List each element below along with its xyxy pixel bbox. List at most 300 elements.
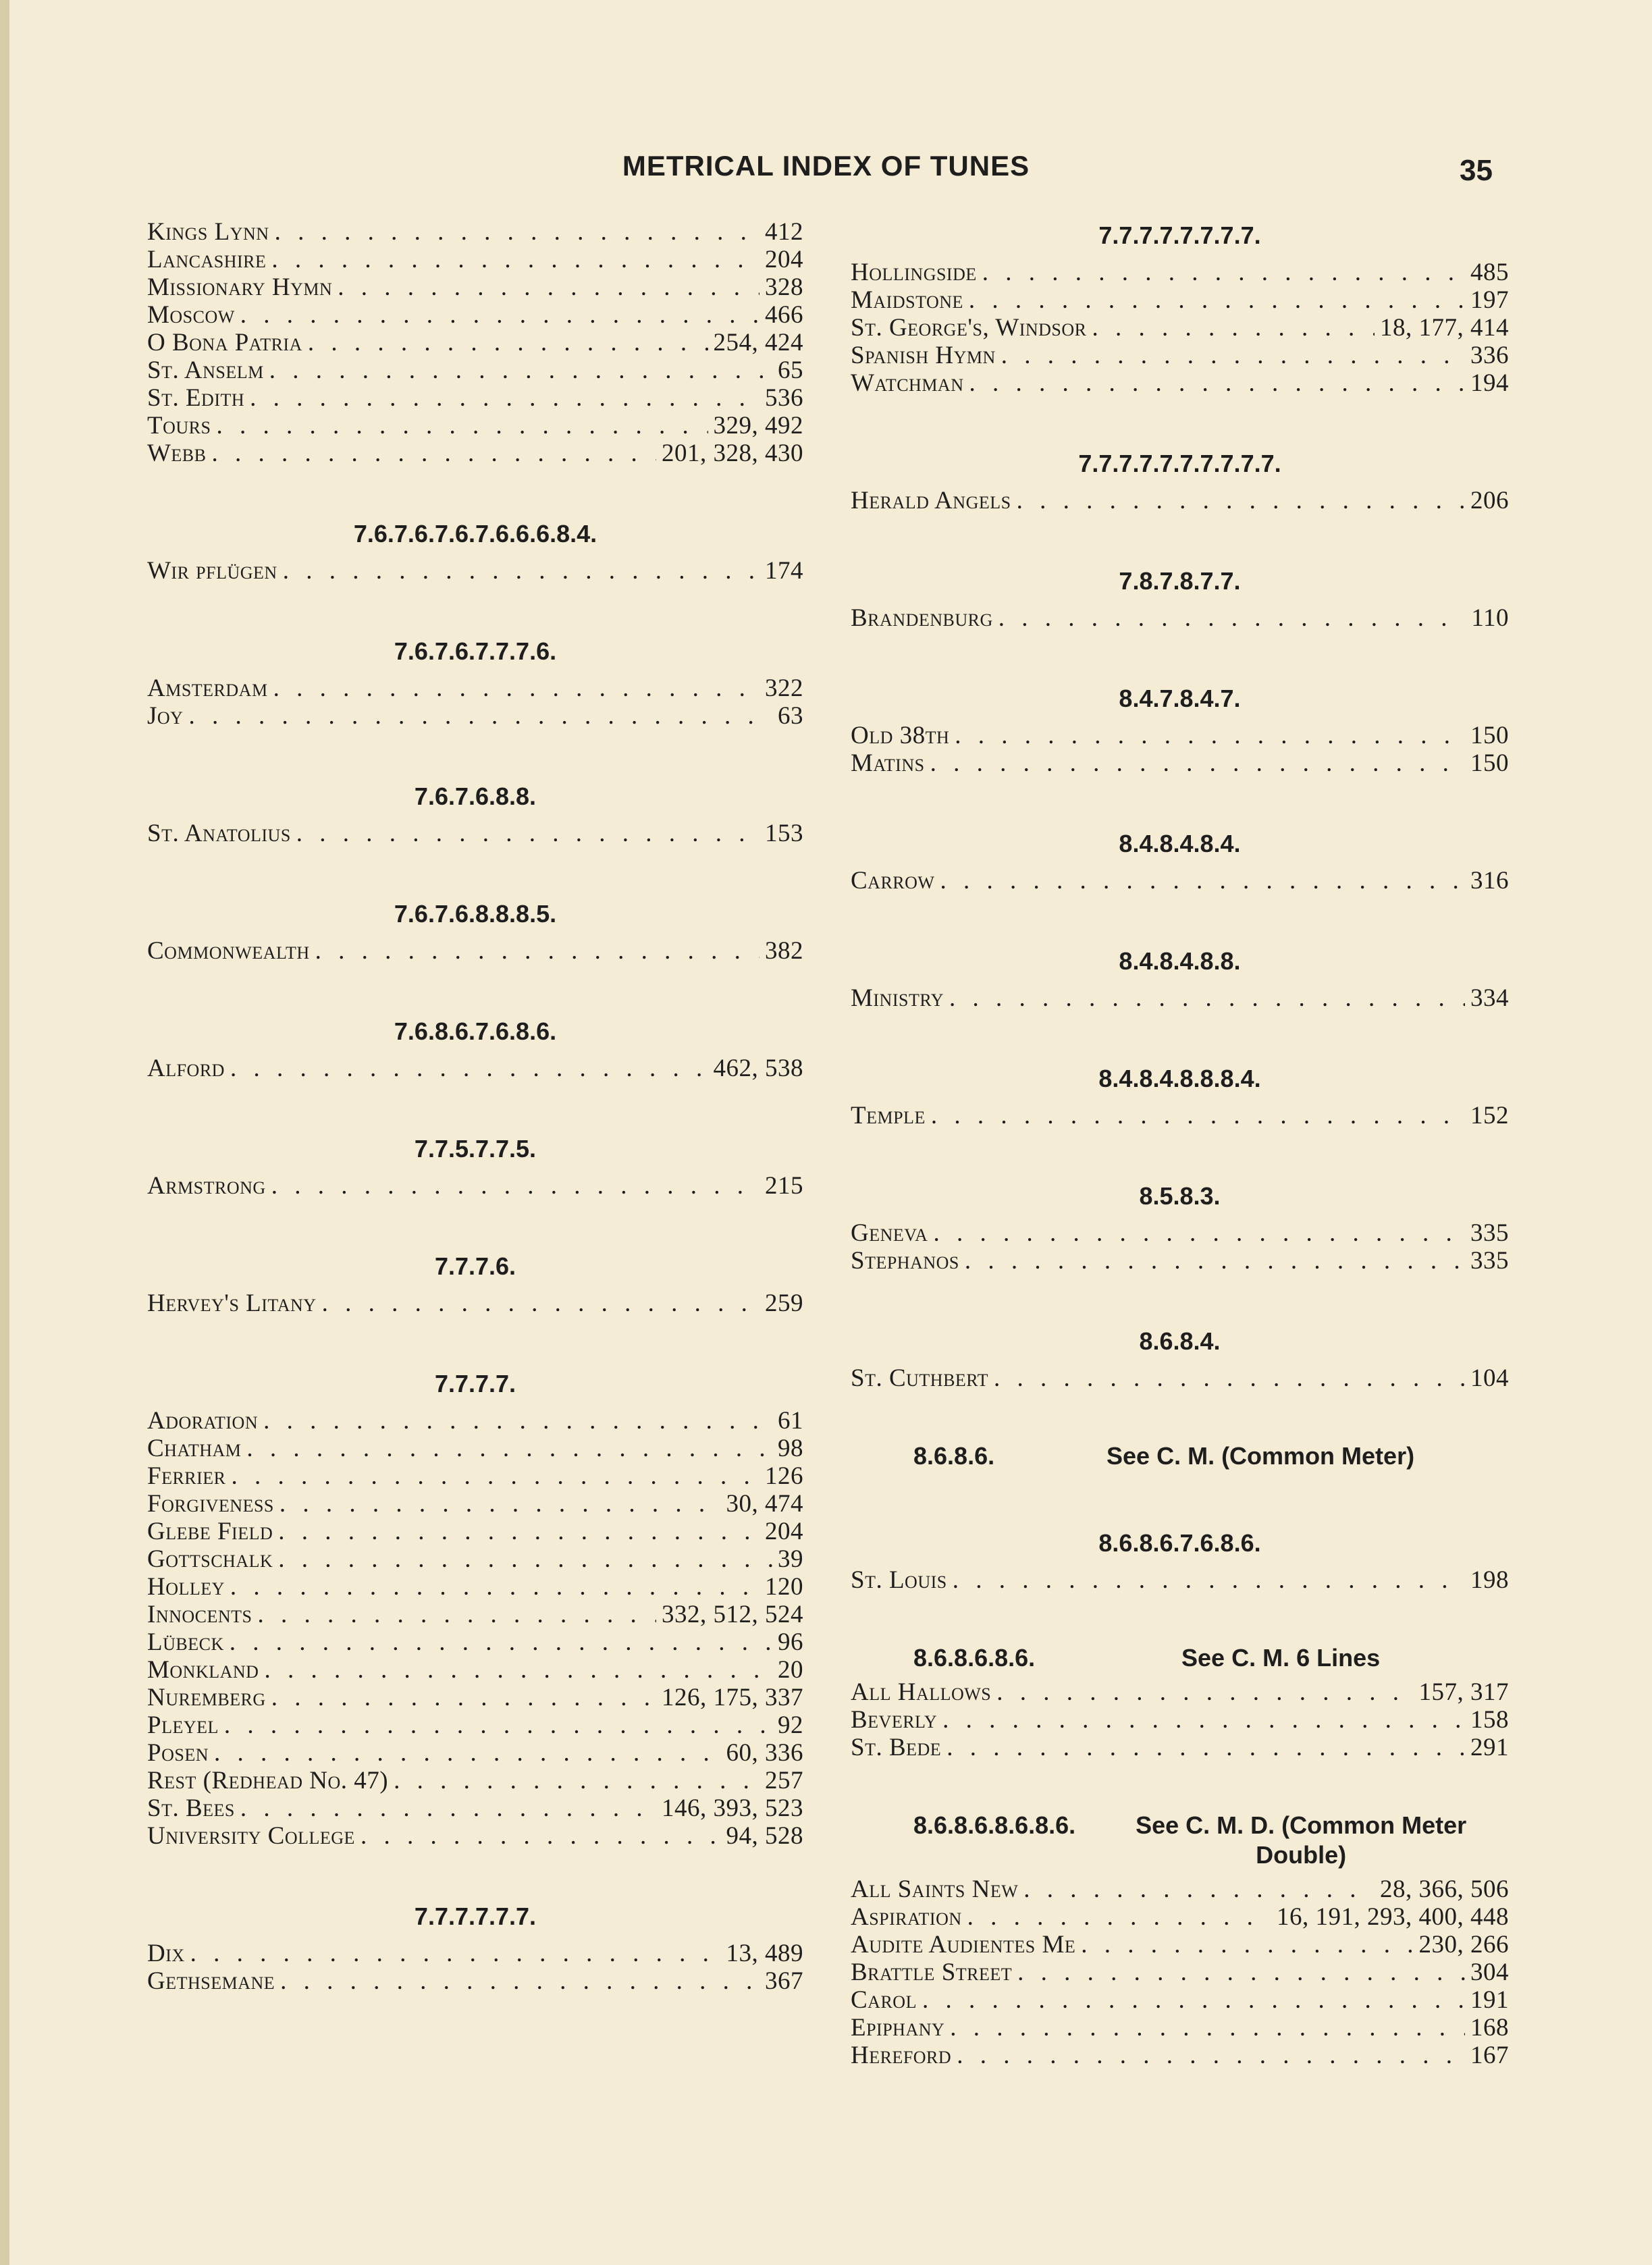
- hymn-numbers: 322: [765, 674, 803, 702]
- tune-name: Audite Audientes Me: [851, 1931, 1076, 1958]
- dot-leader: [1023, 1875, 1375, 1903]
- dot-leader: [250, 384, 760, 412]
- meter-heading: 7.8.7.8.7.7.: [1119, 567, 1241, 595]
- tune-entry: [147, 1545, 803, 1573]
- dot-leader: [315, 937, 760, 965]
- meter-heading: [851, 1811, 1509, 1875]
- tune-name: Matins: [851, 749, 925, 777]
- dot-leader: [264, 1656, 772, 1684]
- meter-heading: 8.6.8.6.7.6.8.6.: [1098, 1529, 1261, 1557]
- tune-entry: [147, 1435, 803, 1462]
- tune-entry: [147, 1289, 803, 1317]
- hymn-numbers: 304: [1470, 1958, 1509, 1986]
- tune-entry: [147, 702, 803, 730]
- tune-entry: [851, 1102, 1509, 1129]
- tune-name: Hereford: [851, 2042, 952, 2069]
- tune-entry: [147, 1739, 803, 1767]
- tune-entry: [147, 1656, 803, 1684]
- tune-name: Maidstone: [851, 286, 963, 314]
- tune-name: Brattle Street: [851, 1958, 1013, 1986]
- dot-leader: [982, 259, 1465, 286]
- meter-section: [147, 1899, 803, 1995]
- hymn-numbers: 204: [765, 1518, 803, 1545]
- tune-entry: [147, 1490, 803, 1518]
- meter-heading: 8.4.8.4.8.4.: [1119, 830, 1241, 857]
- tune-entry: [851, 984, 1509, 1012]
- tune-entry: [147, 1967, 803, 1995]
- tune-entry: [851, 1734, 1509, 1761]
- tune-name: Hervey's Litany: [147, 1289, 317, 1317]
- tune-entry: [851, 1706, 1509, 1734]
- tune-name: St. George's, Windsor: [851, 314, 1087, 342]
- meter-section: [851, 1061, 1509, 1129]
- tune-name: Stephanos: [851, 1247, 959, 1275]
- hymn-numbers: 316: [1470, 867, 1509, 895]
- tune-name: Forgiveness: [147, 1490, 274, 1518]
- hymn-numbers: 215: [765, 1172, 803, 1200]
- tune-name: Posen: [147, 1739, 209, 1767]
- meter-pattern: 8.6.8.6.8.6.: [913, 1644, 1036, 1672]
- tune-name: Joy: [147, 702, 184, 730]
- hymn-numbers: 20: [778, 1656, 803, 1684]
- tune-entry: [147, 1794, 803, 1822]
- hymn-numbers: 254, 424: [713, 329, 803, 356]
- hymn-numbers: 96: [778, 1628, 803, 1656]
- tune-name: Innocents: [147, 1601, 252, 1628]
- meter-heading: 7.7.5.7.7.5.: [414, 1135, 537, 1163]
- tune-name: Carrow: [851, 867, 935, 895]
- tune-name: Moscow: [147, 301, 235, 329]
- hymn-numbers: 201, 328, 430: [662, 439, 803, 467]
- tune-entry: [147, 1573, 803, 1601]
- hymn-numbers: 153: [765, 820, 803, 847]
- hymn-numbers: 152: [1470, 1102, 1509, 1129]
- tune-entry: [147, 1172, 803, 1200]
- tune-entry: [147, 1601, 803, 1628]
- tune-name: Wir pflügen: [147, 557, 277, 585]
- tune-entry: [147, 1940, 803, 1967]
- tune-entry: [851, 722, 1509, 749]
- hymn-numbers: 150: [1470, 749, 1509, 777]
- dot-leader: [258, 1601, 657, 1628]
- tune-entry: [851, 604, 1509, 632]
- tune-entry: [851, 1566, 1509, 1594]
- tune-entry: [851, 1247, 1509, 1275]
- tune-entry: [851, 1875, 1509, 1903]
- hymn-numbers: 60, 336: [726, 1739, 803, 1767]
- dot-leader: [240, 301, 760, 329]
- tune-name: Commonwealth: [147, 937, 310, 965]
- hymn-numbers: 146, 393, 523: [662, 1794, 803, 1822]
- hymn-numbers: 536: [765, 384, 803, 412]
- hymn-numbers: 291: [1470, 1734, 1509, 1761]
- meter-pattern: 8.6.8.6.8.6.8.6.: [913, 1811, 1076, 1839]
- dot-leader: [278, 1518, 760, 1545]
- tune-name: St. Edith: [147, 384, 245, 412]
- dot-leader: [246, 1435, 772, 1462]
- dot-leader: [969, 286, 1465, 314]
- tune-entry: [851, 867, 1509, 895]
- meter-heading: 7.7.7.6.: [434, 1252, 516, 1280]
- tune-name: Carol: [851, 1986, 917, 2014]
- tune-entry: [147, 273, 803, 301]
- tune-entry: [851, 286, 1509, 314]
- dot-leader: [1017, 487, 1465, 514]
- tune-entry: [147, 439, 803, 467]
- meter-section: [147, 779, 803, 847]
- tune-name: Pleyel: [147, 1711, 219, 1739]
- meter-section: [851, 826, 1509, 895]
- tune-name: St. Anselm: [147, 356, 264, 384]
- meter-section: [147, 1014, 803, 1082]
- tune-entry: [147, 1407, 803, 1435]
- left-column: [147, 218, 803, 1995]
- tune-name: Spanish Hymn: [851, 342, 996, 369]
- tune-name: Alford: [147, 1055, 225, 1082]
- meter-section: [147, 218, 803, 467]
- meter-section: [147, 634, 803, 730]
- meter-heading: 7.6.7.6.8.8.: [414, 782, 537, 810]
- tune-name: Watchman: [851, 369, 964, 397]
- tune-entry: [851, 369, 1509, 397]
- dot-leader: [947, 1734, 1465, 1761]
- meter-section: [147, 1131, 803, 1200]
- hymn-numbers: 466: [765, 301, 803, 329]
- tune-name: Rest (Redhead No. 47): [147, 1767, 389, 1794]
- tune-name: St. Bede: [851, 1734, 942, 1761]
- tune-entry: [147, 329, 803, 356]
- dot-leader: [949, 984, 1465, 1012]
- tune-name: Tours: [147, 412, 211, 439]
- hymn-numbers: 120: [765, 1573, 803, 1601]
- dot-leader: [955, 722, 1465, 749]
- dot-leader: [230, 1055, 708, 1082]
- tune-entry: [851, 2042, 1509, 2069]
- hymn-numbers: 61: [778, 1407, 803, 1435]
- tune-name: Aspiration: [851, 1903, 962, 1931]
- dot-leader: [996, 1678, 1413, 1706]
- hymn-numbers: 168: [1470, 2014, 1509, 2042]
- tune-name: Holley: [147, 1573, 225, 1601]
- see-reference: See C. M. 6 Lines: [1181, 1644, 1381, 1672]
- meter-section: [851, 218, 1509, 397]
- tune-entry: [147, 937, 803, 965]
- meter-pattern: 8.6.8.6.: [913, 1442, 995, 1470]
- tune-entry: [147, 1462, 803, 1490]
- dot-leader: [922, 1986, 1465, 2014]
- tune-entry: [851, 259, 1509, 286]
- meter-heading: 8.4.8.4.8.8.: [1119, 947, 1241, 975]
- tune-name: O Bona Patria: [147, 329, 302, 356]
- hymn-numbers: 157, 317: [1418, 1678, 1509, 1706]
- dot-leader: [283, 557, 760, 585]
- hymn-numbers: 65: [778, 356, 803, 384]
- tune-entry: [851, 1364, 1509, 1392]
- dot-leader: [278, 1545, 772, 1573]
- hymn-numbers: 28, 366, 506: [1380, 1875, 1509, 1903]
- dot-leader: [322, 1289, 760, 1317]
- tune-name: Gottschalk: [147, 1545, 273, 1573]
- tune-name: Gethsemane: [147, 1967, 275, 1995]
- hymn-numbers: 204: [765, 246, 803, 273]
- hymn-numbers: 412: [765, 218, 803, 246]
- tune-name: Ministry: [851, 984, 944, 1012]
- meter-heading: 7.7.7.7.7.7.7.7.: [1098, 221, 1261, 249]
- meter-heading: 7.7.7.7.7.7.: [414, 1902, 537, 1930]
- dot-leader: [280, 1967, 760, 1995]
- dot-leader: [269, 356, 772, 384]
- tune-name: Chatham: [147, 1435, 242, 1462]
- dot-leader: [930, 749, 1465, 777]
- tune-entry: [851, 1678, 1509, 1706]
- meter-heading: 7.6.7.6.8.8.8.5.: [394, 900, 557, 928]
- hymn-numbers: 335: [1470, 1219, 1509, 1247]
- hymn-numbers: 158: [1470, 1706, 1509, 1734]
- tune-entry: [147, 246, 803, 273]
- dot-leader: [933, 1219, 1465, 1247]
- tune-entry: [851, 342, 1509, 369]
- hymn-numbers: 92: [778, 1711, 803, 1739]
- see-reference: See C. M. D. (Common Meter Double): [1136, 1811, 1467, 1869]
- dot-leader: [224, 1711, 772, 1739]
- hymn-numbers: 30, 474: [726, 1490, 803, 1518]
- hymn-numbers: 257: [765, 1767, 803, 1794]
- hymn-numbers: 198: [1470, 1566, 1509, 1594]
- dot-leader: [214, 1739, 721, 1767]
- tune-name: Amsterdam: [147, 674, 268, 702]
- hymn-numbers: 191: [1470, 1986, 1509, 2014]
- dot-leader: [998, 604, 1466, 632]
- dot-leader: [967, 1903, 1271, 1931]
- tune-name: Lancashire: [147, 246, 267, 273]
- hymn-numbers: 126: [765, 1462, 803, 1490]
- dot-leader: [230, 1573, 760, 1601]
- tune-entry: [147, 557, 803, 585]
- see-reference: See C. M. (Common Meter): [1107, 1442, 1415, 1470]
- hymn-numbers: 462, 538: [713, 1055, 803, 1082]
- tune-name: Ferrier: [147, 1462, 226, 1490]
- meter-heading: 8.5.8.3.: [1139, 1182, 1221, 1210]
- meter-heading: 7.7.7.7.: [434, 1370, 516, 1397]
- tune-name: St. Louis: [851, 1566, 947, 1594]
- tune-entry: [147, 1518, 803, 1545]
- tune-name: St. Anatolius: [147, 820, 291, 847]
- tune-entry: [851, 1219, 1509, 1247]
- tune-name: Brandenburg: [851, 604, 993, 632]
- tune-name: Dix: [147, 1940, 185, 1967]
- dot-leader: [190, 1940, 721, 1967]
- hymn-numbers: 332, 512, 524: [662, 1601, 803, 1628]
- dot-leader: [279, 1490, 721, 1518]
- right-column: [851, 218, 1509, 2069]
- dot-leader: [1092, 314, 1375, 342]
- dot-leader: [275, 218, 760, 246]
- dot-leader: [1081, 1931, 1413, 1958]
- dot-leader: [263, 1407, 772, 1435]
- meter-section: [147, 1366, 803, 1850]
- dot-leader: [271, 1684, 656, 1711]
- meter-heading: 8.6.8.4.: [1139, 1327, 1221, 1355]
- dot-leader: [230, 1628, 772, 1656]
- meter-heading: 7.6.8.6.7.6.8.6.: [394, 1017, 557, 1045]
- hymn-numbers: 16, 191, 293, 400, 448: [1277, 1903, 1509, 1931]
- dot-leader: [957, 2042, 1465, 2069]
- tune-entry: [147, 1055, 803, 1082]
- tune-name: Temple: [851, 1102, 926, 1129]
- tune-entry: [147, 218, 803, 246]
- dot-leader: [273, 674, 760, 702]
- tune-entry: [147, 1711, 803, 1739]
- hymn-numbers: 150: [1470, 722, 1509, 749]
- meter-heading: [851, 1643, 1509, 1678]
- tune-entry: [851, 1931, 1509, 1958]
- hymn-numbers: 206: [1470, 487, 1509, 514]
- tune-name: Monkland: [147, 1656, 259, 1684]
- hymn-numbers: 126, 175, 337: [662, 1684, 803, 1711]
- tune-name: Nuremberg: [147, 1684, 266, 1711]
- meter-section: [147, 1249, 803, 1317]
- meter-section: [851, 944, 1509, 1012]
- dot-leader: [953, 1566, 1465, 1594]
- tune-name: Missionary Hymn: [147, 273, 333, 301]
- meter-section: [851, 1526, 1509, 1594]
- tune-name: Adoration: [147, 1407, 259, 1435]
- dot-leader: [942, 1706, 1465, 1734]
- meter-heading: 7.6.7.6.7.7.7.6.: [394, 637, 557, 665]
- meter-heading: 7.7.7.7.7.7.7.7.7.7.: [1078, 450, 1281, 477]
- meter-section: [851, 446, 1509, 514]
- meter-section: [851, 1811, 1509, 2069]
- hymn-numbers: 336: [1470, 342, 1509, 369]
- hymn-numbers: 194: [1470, 369, 1509, 397]
- tune-name: Beverly: [851, 1706, 938, 1734]
- tune-name: Webb: [147, 439, 207, 467]
- hymn-numbers: 329, 492: [713, 412, 803, 439]
- tune-name: All Saints New: [851, 1875, 1019, 1903]
- hymn-numbers: 230, 266: [1418, 1931, 1509, 1958]
- tune-entry: [851, 1903, 1509, 1931]
- meter-section: [851, 564, 1509, 632]
- meter-section: [851, 1643, 1509, 1761]
- dot-leader: [931, 1102, 1465, 1129]
- dot-leader: [965, 1247, 1465, 1275]
- hymn-numbers: 63: [778, 702, 803, 730]
- dot-leader: [338, 273, 760, 301]
- tune-entry: [851, 749, 1509, 777]
- tune-entry: [147, 1822, 803, 1850]
- hymn-numbers: 167: [1470, 2042, 1509, 2069]
- dot-leader: [940, 867, 1465, 895]
- hymn-numbers: 18, 177, 414: [1380, 314, 1509, 342]
- dot-leader: [240, 1794, 656, 1822]
- hymn-numbers: 104: [1470, 1364, 1509, 1392]
- tune-entry: [147, 1767, 803, 1794]
- meter-heading: [851, 1441, 1509, 1476]
- tune-entry: [147, 1684, 803, 1711]
- hymn-numbers: 259: [765, 1289, 803, 1317]
- page-title: METRICAL INDEX OF TUNES: [622, 150, 1030, 182]
- tune-entry: [147, 674, 803, 702]
- tune-entry: [147, 301, 803, 329]
- hymn-numbers: 94, 528: [726, 1822, 803, 1850]
- hymn-numbers: 334: [1470, 984, 1509, 1012]
- meter-heading: 8.4.7.8.4.7.: [1119, 685, 1241, 712]
- dot-leader: [216, 412, 708, 439]
- tune-name: University College: [147, 1822, 355, 1850]
- page-number: 35: [1460, 154, 1493, 187]
- tune-entry: [147, 820, 803, 847]
- dot-leader: [969, 369, 1466, 397]
- hymn-numbers: 328: [765, 273, 803, 301]
- dot-leader: [994, 1364, 1465, 1392]
- dot-leader: [212, 439, 657, 467]
- tune-entry: [147, 412, 803, 439]
- meter-section: [851, 1441, 1509, 1476]
- meter-section: [851, 1324, 1509, 1392]
- tune-name: Herald Angels: [851, 487, 1011, 514]
- dot-leader: [232, 1462, 760, 1490]
- meter-heading: 7.6.7.6.7.6.7.6.6.6.8.4.: [353, 520, 597, 548]
- meter-section: [851, 1179, 1509, 1275]
- tune-name: Geneva: [851, 1219, 928, 1247]
- dot-leader: [188, 702, 772, 730]
- tune-name: St. Bees: [147, 1794, 235, 1822]
- dot-leader: [308, 329, 708, 356]
- dot-leader: [1017, 1958, 1465, 1986]
- dot-leader: [361, 1822, 721, 1850]
- hymn-numbers: 174: [765, 557, 803, 585]
- hymn-numbers: 335: [1470, 1247, 1509, 1275]
- meter-section: [147, 516, 803, 585]
- hymn-numbers: 485: [1470, 259, 1509, 286]
- hymn-numbers: 382: [765, 937, 803, 965]
- hymn-numbers: 13, 489: [726, 1940, 803, 1967]
- page-edge-shadow: [0, 0, 9, 2265]
- dot-leader: [1001, 342, 1465, 369]
- meter-heading: 8.4.8.4.8.8.8.4.: [1098, 1065, 1261, 1092]
- tune-name: Old 38th: [851, 722, 950, 749]
- tune-name: St. Cuthbert: [851, 1364, 988, 1392]
- tune-entry: [851, 2014, 1509, 2042]
- hymn-numbers: 98: [778, 1435, 803, 1462]
- tune-entry: [147, 356, 803, 384]
- meter-section: [851, 681, 1509, 777]
- tune-entry: [147, 384, 803, 412]
- tune-name: Armstrong: [147, 1172, 266, 1200]
- tune-entry: [147, 1628, 803, 1656]
- tune-entry: [851, 1986, 1509, 2014]
- dot-leader: [271, 1172, 760, 1200]
- dot-leader: [271, 246, 760, 273]
- tune-name: All Hallows: [851, 1678, 992, 1706]
- hymn-numbers: 110: [1471, 604, 1509, 632]
- tune-name: Epiphany: [851, 2014, 945, 2042]
- tune-name: Hollingside: [851, 259, 977, 286]
- tune-entry: [851, 1958, 1509, 1986]
- hymn-numbers: 367: [765, 1967, 803, 1995]
- tune-entry: [851, 314, 1509, 342]
- dot-leader: [296, 820, 760, 847]
- tune-entry: [851, 487, 1509, 514]
- dot-leader: [394, 1767, 760, 1794]
- hymn-numbers: 197: [1470, 286, 1509, 314]
- meter-section: [147, 897, 803, 965]
- tune-name: Lübeck: [147, 1628, 224, 1656]
- tune-name: Kings Lynn: [147, 218, 269, 246]
- tune-name: Glebe Field: [147, 1518, 273, 1545]
- hymn-numbers: 39: [778, 1545, 803, 1573]
- dot-leader: [950, 2014, 1465, 2042]
